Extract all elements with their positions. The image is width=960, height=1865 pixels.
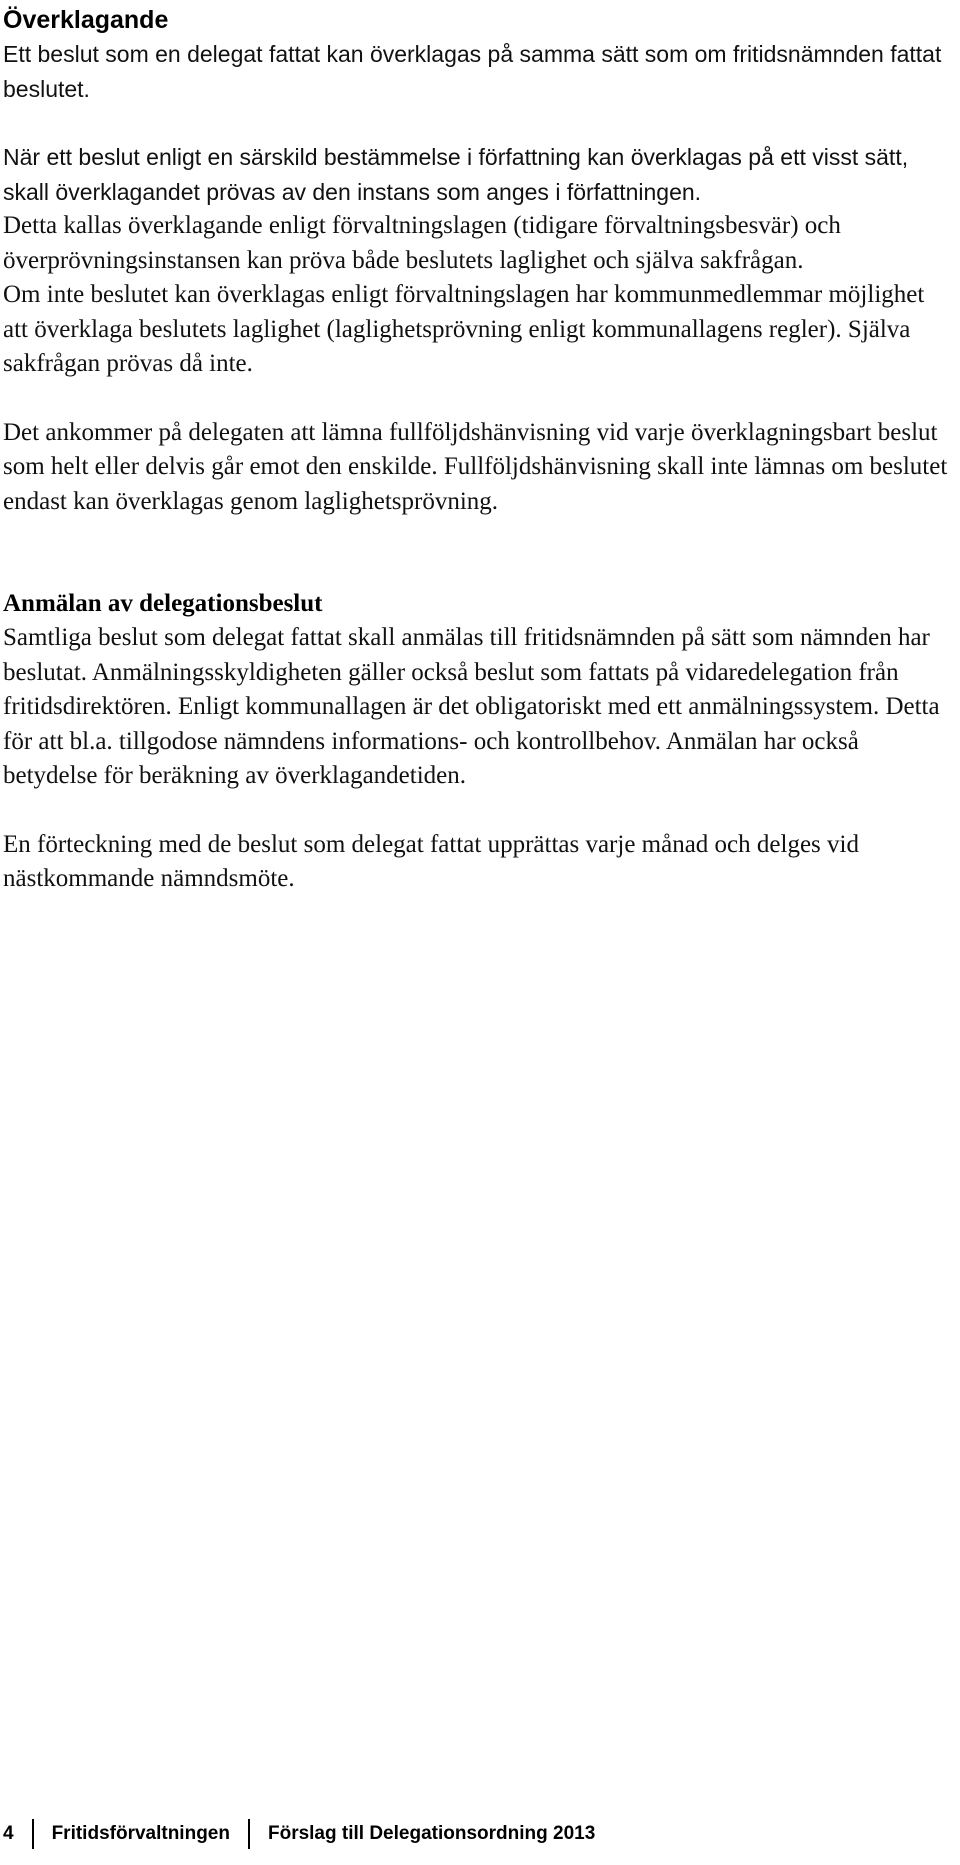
page-footer <box>3 1818 595 1850</box>
footer-organization: Fritidsförvaltningen <box>51 1823 230 1844</box>
paragraph-delegate-appeal: Ett beslut som en delegat fattat kan överklagas på samma sätt som om fritidsnämnden fattat beslutet. <box>3 41 942 102</box>
footer-page-number: 4 <box>3 1823 14 1844</box>
paragraph-special-provision: När ett beslut enligt en särskild bestämmelse i författning kan överklagas på ett visst sätt, skall överklagandet prövas av den instans som anges i författningen. <box>3 144 909 205</box>
section-spacer <box>3 519 953 587</box>
section-heading-overklagande: Överklagande <box>3 6 169 34</box>
document-body <box>3 3 953 897</box>
footer-document-title: Förslag till Delegationsordning 2013 <box>267 1823 596 1844</box>
paragraph-administrative-appeal: Detta kallas överklagande enligt förvaltningslagen (tidigare förvaltningsbesvär) och överprövningsinstansen kan pröva både beslutets laglighet och själva sakfrågan. <box>3 212 841 274</box>
footer-separator <box>32 1819 34 1849</box>
paragraph-monthly-list: En förteckning med de beslut som delegat fattat upprättas varje månad och delges vid nästkommande nämndsmöte. <box>3 830 859 892</box>
paragraph-appeal-instructions: Det ankommer på delegaten att lämna fullföljdshänvisning vid varje överklagningsbart beslut som helt eller delvis går emot den enskilde. Fullföljdshänvisning skall inte lämnas om beslutet endast kan överklagas genom laglighetsprövning. <box>3 418 948 515</box>
paragraph-reporting-duty: Samtliga beslut som delegat fattat skall anmälas till fritidsnämnden på sätt som nämnden har beslutat. Anmälningsskyldigheten gäller också beslut som fattats på vidaredelegation från fritidsdirektören. Enligt kommunallagen är det obligatoriskt med ett anmälningssystem. Detta för att bl.a. tillgodose nämndens informations- och kontrollbehov. Anmälan har också betydelse för beräkning av överklagandetiden. <box>3 624 940 789</box>
section-heading-anmalan: Anmälan av delegationsbeslut <box>3 590 323 617</box>
footer-separator <box>248 1819 250 1849</box>
paragraph-spacer <box>3 794 953 828</box>
paragraph-legality-review: Om inte beslutet kan överklagas enligt förvaltningslagen har kommunmedlemmar möjlighet att överklaga beslutets laglighet (laglighetsprövning enligt kommunallagens regler). Själva sakfrågan prövas då inte. <box>3 281 925 377</box>
paragraph-spacer <box>3 382 953 416</box>
paragraph-spacer <box>3 106 953 140</box>
